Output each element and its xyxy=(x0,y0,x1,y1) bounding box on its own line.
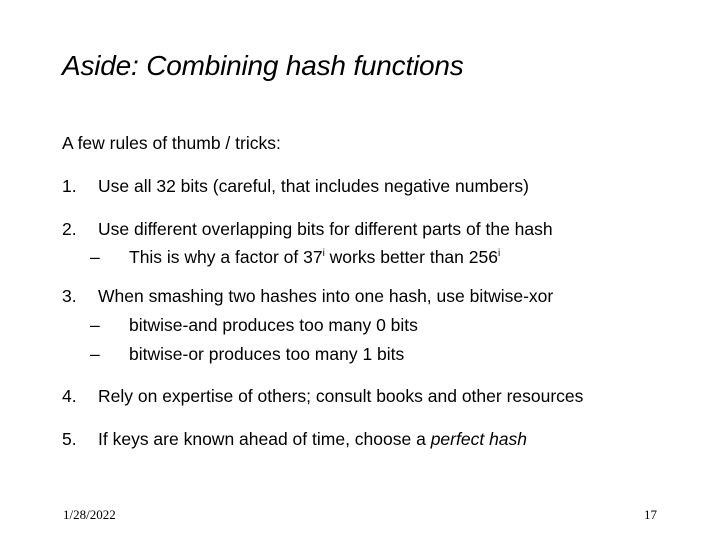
item-number: 2. xyxy=(62,219,77,239)
item-text-pre: If keys are known ahead of time, choose a xyxy=(98,429,431,449)
footer-date: 1/28/2022 xyxy=(63,507,116,522)
item-text-emphasis: perfect hash xyxy=(430,429,528,449)
item-text: Rely on expertise of others; consult books and other resources xyxy=(98,386,584,406)
item-text xyxy=(98,429,527,450)
item-number: 1. xyxy=(62,176,77,196)
superscript-i: i xyxy=(497,248,501,259)
sub-item-text xyxy=(129,247,500,268)
item-number: 3. xyxy=(62,286,77,306)
dash-bullet: – xyxy=(90,344,100,364)
intro-text: A few rules of thumb / tricks: xyxy=(62,133,281,153)
sub-item-text: bitwise-or produces too many 1 bits xyxy=(129,344,405,364)
item-number: 4. xyxy=(62,386,77,406)
dash-bullet: – xyxy=(90,247,100,267)
superscript-i: i xyxy=(322,248,325,259)
sub-text-pre: This is why a factor of 37 xyxy=(129,247,323,267)
page-number: 17 xyxy=(644,507,657,522)
slide-title: Aside: Combining hash functions xyxy=(62,50,464,81)
item-number: 5. xyxy=(62,429,77,449)
sub-item-text: bitwise-and produces too many 0 bits xyxy=(129,315,418,335)
sub-text-mid: works better than 256 xyxy=(324,247,498,267)
item-text: When smashing two hashes into one hash, use bitwise-xor xyxy=(98,286,554,306)
item-text: Use all 32 bits (careful, that includes negative numbers) xyxy=(98,176,529,196)
dash-bullet: – xyxy=(90,315,100,335)
item-text: Use different overlapping bits for different parts of the hash xyxy=(98,219,553,239)
